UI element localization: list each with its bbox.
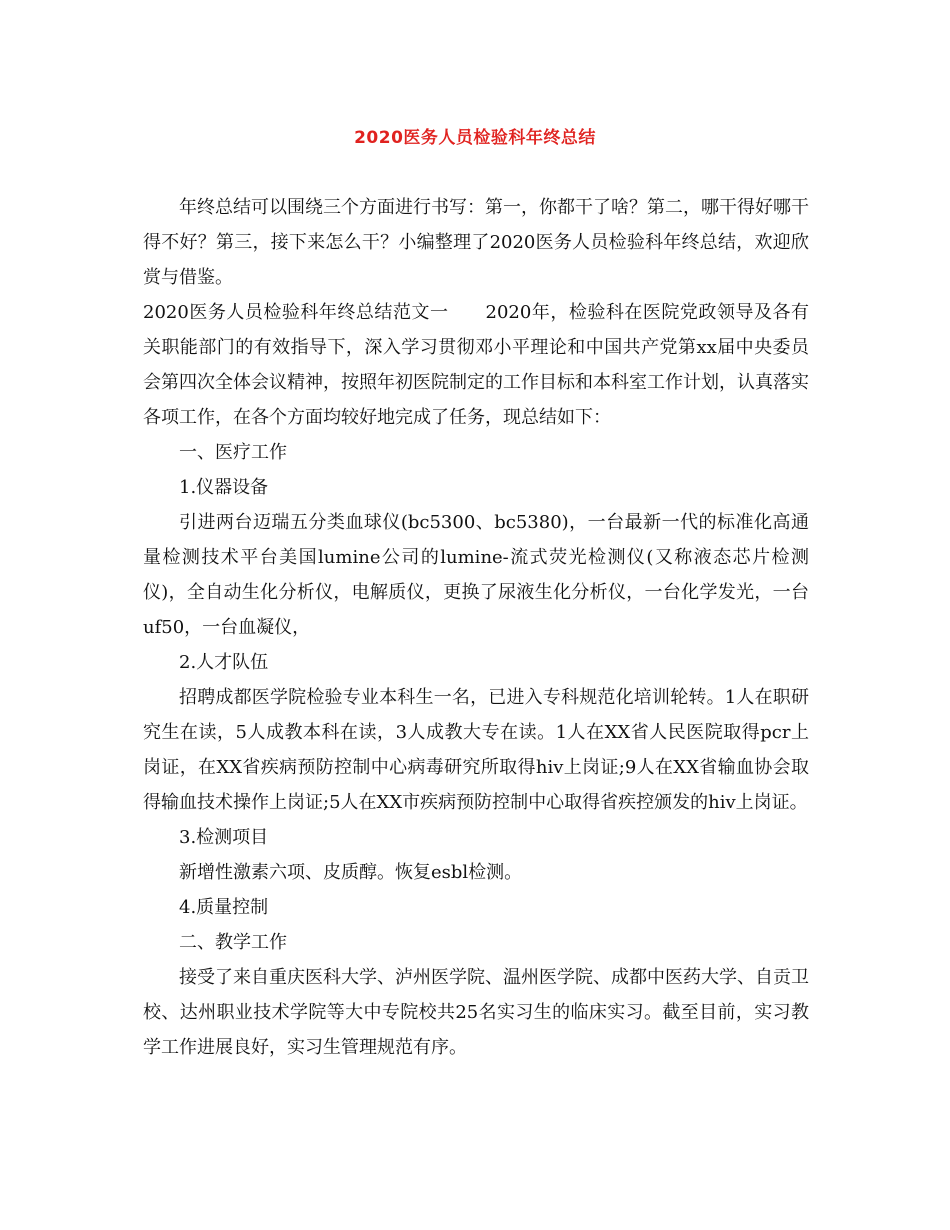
document-title: 2020医务人员检验科年终总结 — [354, 128, 596, 148]
intro-paragraph: 年终总结可以围绕三个方面进行书写：第一，你都干了啥？第二，哪干得好哪干得不好？第三，接下来怎么干？小编整理了2020医务人员检验科年终总结，欢迎欣赏与借鉴。 — [143, 197, 809, 288]
teaching-paragraph: 接受了来自重庆医科大学、泸州医学院、温州医学院、成都中医药大学、自贡卫校、达州职业技术学院等大中专院校共25名实习生的临床实习。截至目前，实习教学工作进展良好，实习生管理规范有序。 — [143, 967, 809, 1058]
section-heading-medical: 一、医疗工作 — [179, 442, 287, 463]
talent-paragraph: 招聘成都医学院检验专业本科生一名，已进入专科规范化培训轮转。1人在职研究生在读，5人成教本科在读，3人成教大专在读。1人在XX省人民医院取得pcr上岗证，在XX省疾病预防控制中心病毒研究所取得hiv上岗证;9人在XX省输血协会取得输血技术操作上岗证;5人在XX市疾病预防控制中心取得省疾控颁发的hiv上岗证。 — [143, 687, 809, 813]
section-heading-teaching: 二、教学工作 — [179, 932, 287, 953]
document-body — [143, 190, 809, 1065]
subheading-talent: 2.人才队伍 — [179, 652, 269, 673]
subheading-quality: 4.质量控制 — [179, 897, 269, 918]
sample-intro-paragraph: 2020医务人员检验科年终总结范文一 2020年，检验科在医院党政领导及各有关职能部门的有效指导下，深入学习贯彻邓小平理论和中国共产党第xx届中央委员会第四次全体会议精神，按照年初医院制定的工作目标和本科室工作计划，认真落实各项工作，在各个方面均较好地完成了任务，现总结如下： — [143, 302, 809, 428]
subheading-tests: 3.检测项目 — [179, 827, 269, 848]
equipment-paragraph: 引进两台迈瑞五分类血球仪(bc5300、bc5380)，一台最新一代的标准化高通量检测技术平台美国lumine公司的lumine-流式荧光检测仪(又称液态芯片检测仪)，全自动生化分析仪，电解质仪，更换了尿液生化分析仪，一台化学发光，一台uf50，一台血凝仪， — [143, 512, 809, 638]
subheading-equipment: 1.仪器设备 — [179, 477, 269, 498]
tests-paragraph: 新增性激素六项、皮质醇。恢复esbl检测。 — [179, 862, 523, 883]
